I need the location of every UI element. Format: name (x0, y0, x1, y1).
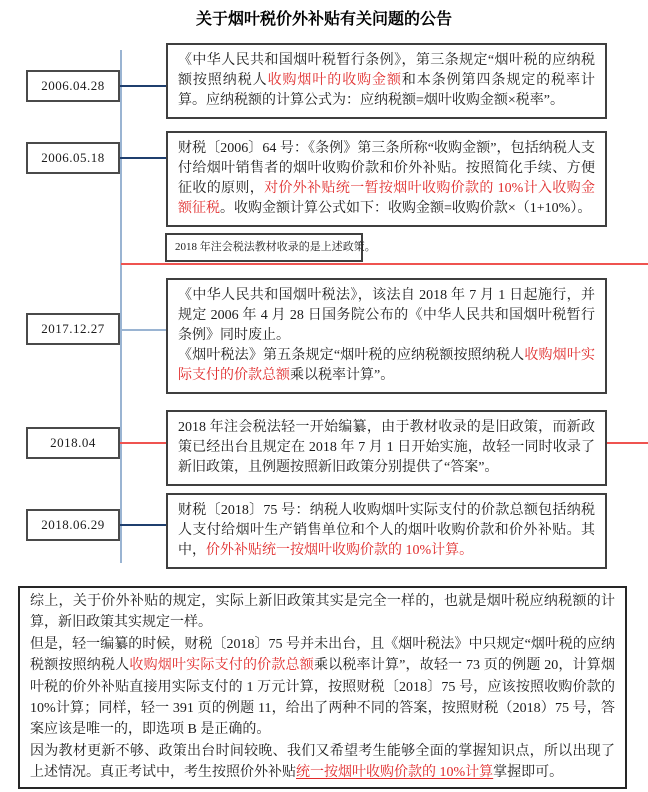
note-text: 2018 年注会税法教材收录的是上述政策。 (175, 241, 376, 253)
connector-line-2006-04-28 (120, 85, 166, 87)
policy-text: 《中华人民共和国烟叶税法》，该法自 2018 年 7 月 1 日起施行，并规定 2006 年 4 月 28 日国务院公布的《中华人民共和国烟叶税暂行条例》同时废止。 (178, 288, 595, 343)
date-label-2017-12-27: 2017.12.27 (26, 313, 120, 345)
policy-text: 《烟叶税法》第五条规定“烟叶税的应纳税额按照纳税人收购烟叶实际支付的价款总额乘以税率计算”。 (178, 348, 596, 383)
date-label-2006-05-18: 2006.05.18 (26, 142, 120, 174)
policy-box-tobacco-leaf-tax-law (166, 278, 607, 394)
policy-box-textbook-compilation (166, 410, 607, 486)
policy-box-provisional-regulations (166, 43, 607, 119)
textbook-note-box (165, 233, 376, 262)
red-divider-line-old-policy (121, 263, 648, 265)
policy-text: 财税〔2006〕64 号：《条例》第三条所称“收购金额”，包括纳税人支付给烟叶销售者的烟叶收购价款和价外补贴。按照简化手续、方便征收的原则，对价外补贴统一暂按烟叶收购价款的 10%计入收购金额征税。收购金额计算公式如下：收购金额=收购价款×（1+10%）。 (178, 141, 595, 216)
connector-line-2017-12-27 (120, 329, 166, 331)
connector-line-2018-06-29 (120, 524, 166, 526)
policy-text: 财税〔2018〕75 号：纳税人收购烟叶实际支付的价款总额包括纳税人支付给烟叶生产销售单位和个人的烟叶收购价款和价外补贴。其中，价外补贴统一按烟叶收购价款的 10%计算。 (178, 503, 595, 558)
date-label-2006-04-28: 2006.04.28 (26, 70, 120, 102)
summary-paragraph: 但是，轻一编纂的时候，财税〔2018〕75 号并未出台，且《烟叶税法》中只规定“烟叶税的应纳税额按照纳税人收购烟叶实际支付的价款总额乘以税率计算”，故轻一 73 页的例题 20，计算烟叶税的价外补贴直接用实际支付的 1 万元计算，按照财税〔2018〕75 号，应该按照收购价款的 10%计算；同样，轻一 391 页的例题 11，给出了两种不同的答案，按照财税（2018）75 号，答案应该是唯一的，即选项 B 是正确的。 (30, 636, 616, 738)
date-label-2018-06-29: 2018.06.29 (26, 509, 120, 541)
date-label-2018-04: 2018.04 (26, 427, 120, 459)
connector-line-2006-05-18 (120, 157, 166, 159)
policy-text: 《中华人民共和国烟叶税暂行条例》，第三条规定“烟叶税的应纳税额按照纳税人收购烟叶的收购金额和本条例第四条规定的税率计算。应纳税额的计算公式为：应纳税额=烟叶收购金额×税率”。 (178, 53, 596, 108)
summary-paragraph: 综上，关于价外补贴的规定，实际上新旧政策其实是完全一样的，也就是烟叶税应纳税额的计算，新旧政策其实规定一样。 (30, 594, 615, 631)
policy-box-caishui-2018-75 (166, 493, 607, 569)
policy-text: 2018 年注会税法轻一开始编纂，由于教材收录的是旧政策，而新政策已经出台且规定在 2018 年 7 月 1 日开始实施，故轻一同时收录了新旧政策，且例题按照新旧政策分别提供了“答案”。 (178, 420, 595, 475)
summary-box (18, 586, 627, 789)
policy-box-caishui-2006-64 (166, 131, 607, 227)
summary-paragraph: 因为教材更新不够、政策出台时间较晚、我们又希望考生能够全面的掌握知识点，所以出现了上述情况。真正考试中，考生按照价外补贴统一按烟叶收购价款的 10%计算掌握即可。 (30, 743, 615, 781)
page-title: 关于烟叶税价外补贴有关问题的公告 (195, 11, 452, 28)
timeline-axis (120, 50, 122, 563)
